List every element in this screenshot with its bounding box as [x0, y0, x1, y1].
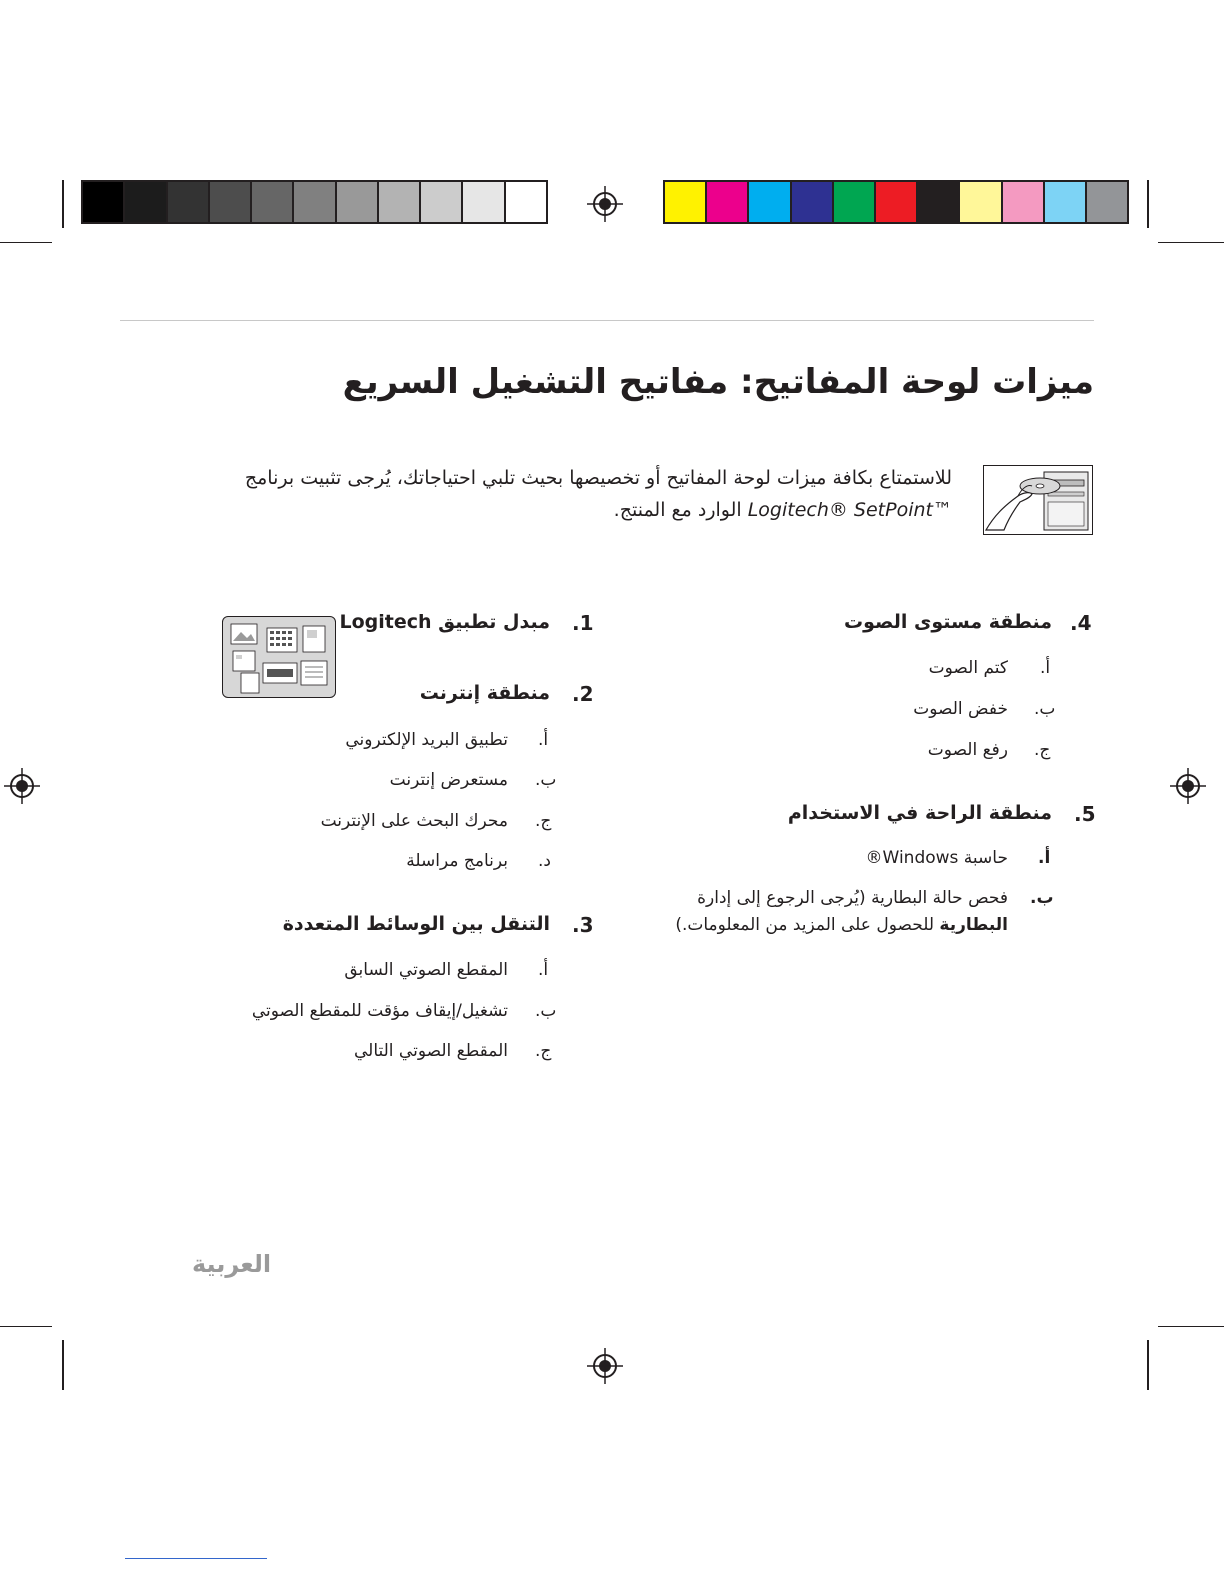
process-color-bar	[663, 180, 1129, 224]
list-item: محرك البحث على الإنترنت	[320, 811, 508, 831]
gray-swatch	[125, 182, 167, 222]
crop-mark	[1147, 1340, 1149, 1390]
section-heading: منطقة مستوى الصوت	[843, 611, 1052, 633]
gray-swatch	[463, 182, 505, 222]
list-item: خفض الصوت	[913, 699, 1008, 719]
cd-install-icon	[984, 466, 1091, 533]
item-letter: أ.	[538, 960, 549, 980]
item-letter: ب.	[1030, 888, 1054, 908]
registration-mark-icon	[4, 768, 40, 804]
list-item: برنامج مراسلة	[406, 851, 508, 871]
crop-mark	[0, 242, 52, 243]
item-letter: ب.	[535, 1001, 557, 1021]
intro-paragraph	[152, 462, 952, 526]
gray-swatch	[506, 182, 546, 222]
item-letter: أ.	[1040, 658, 1051, 678]
gray-swatch	[337, 182, 379, 222]
color-swatch	[707, 182, 749, 222]
gray-swatch	[252, 182, 294, 222]
header-rule	[120, 320, 1094, 321]
list-item: حاسبة Windows®	[865, 848, 1008, 868]
crop-mark	[62, 180, 64, 228]
section-number: .2	[572, 682, 594, 706]
software-cd-illustration	[983, 465, 1093, 535]
color-swatch	[1087, 182, 1127, 222]
gray-swatch	[294, 182, 336, 222]
list-item: رفع الصوت	[927, 740, 1008, 760]
item-letter: أ.	[538, 730, 549, 750]
bottom-link-underline	[125, 1558, 267, 1559]
section-number: .5	[1074, 802, 1096, 826]
intro-line-1: للاستمتاع بكافة ميزات لوحة المفاتيح أو تخصيصها بحيث تلبي احتياجاتك، يُرجى تثبيت برنامج	[244, 467, 952, 489]
list-item: تطبيق البريد الإلكتروني	[345, 730, 508, 750]
color-swatch	[1045, 182, 1087, 222]
section-number: .1	[572, 611, 594, 635]
color-swatch	[834, 182, 876, 222]
gray-swatch	[210, 182, 252, 222]
item-letter: ج.	[535, 1041, 552, 1061]
setpoint-brand: Logitech® SetPoint™	[747, 499, 952, 521]
item-letter: ج.	[1034, 740, 1051, 760]
item-letter: د.	[538, 851, 551, 871]
gray-swatch	[83, 182, 125, 222]
registration-mark-icon	[587, 186, 623, 222]
app-switcher-illustration	[222, 616, 336, 698]
crop-mark	[1147, 180, 1149, 228]
gray-color-bar	[81, 180, 548, 224]
section-number: .4	[1070, 611, 1092, 635]
list-item: مستعرض إنترنت	[389, 770, 508, 790]
section-heading: منطقة الراحة في الاستخدام	[787, 802, 1052, 824]
color-swatch	[918, 182, 960, 222]
battery-management-link-text: البطارية	[939, 915, 1008, 935]
section-heading: مبدل تطبيق Logitech	[339, 611, 550, 633]
section-heading: التنقل بين الوسائط المتعددة	[282, 913, 550, 935]
gray-swatch	[421, 182, 463, 222]
item-letter: ب.	[1034, 699, 1056, 719]
crop-mark	[0, 1326, 52, 1327]
intro-line-2-tail: الوارد مع المنتج.	[613, 499, 742, 521]
item-letter: أ.	[1038, 848, 1051, 868]
list-item-continuation	[675, 915, 1008, 935]
color-swatch	[749, 182, 791, 222]
app-windows-icon	[223, 617, 334, 696]
list-item: تشغيل/إيقاف مؤقت للمقطع الصوتي	[251, 1001, 508, 1021]
item-letter: ب.	[535, 770, 557, 790]
section-number: .3	[572, 913, 594, 937]
list-item-continuation-text: للحصول على المزيد من المعلومات.)	[675, 915, 940, 935]
crop-mark	[1158, 242, 1224, 243]
item-letter: ج.	[535, 811, 552, 831]
color-swatch	[792, 182, 834, 222]
crop-mark	[62, 1340, 64, 1390]
intro-line-2	[152, 494, 952, 526]
page-title: ميزات لوحة المفاتيح: مفاتيح التشغيل السريع	[342, 362, 1094, 402]
list-item: فحص حالة البطارية (يُرجى الرجوع إلى إدارة	[697, 888, 1008, 908]
color-swatch	[876, 182, 918, 222]
crop-mark	[1158, 1326, 1224, 1327]
color-swatch	[960, 182, 1002, 222]
list-item: المقطع الصوتي التالي	[353, 1041, 508, 1061]
registration-mark-icon	[587, 1348, 623, 1384]
color-swatch	[665, 182, 707, 222]
list-item: كتم الصوت	[928, 658, 1008, 678]
color-swatch	[1003, 182, 1045, 222]
registration-mark-icon	[1170, 768, 1206, 804]
section-heading: منطقة إنترنت	[419, 682, 550, 704]
gray-swatch	[379, 182, 421, 222]
gray-swatch	[168, 182, 210, 222]
language-label: العربية	[192, 1250, 272, 1278]
list-item: المقطع الصوتي السابق	[344, 960, 508, 980]
